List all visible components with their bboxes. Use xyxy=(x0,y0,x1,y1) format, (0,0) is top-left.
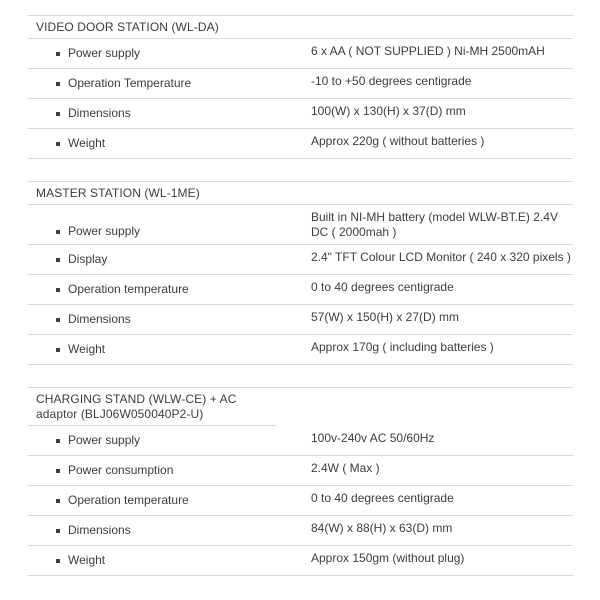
spec-row xyxy=(28,69,573,99)
spec-label: Operation temperature xyxy=(68,282,189,296)
spec-value: -10 to +50 degrees centigrade xyxy=(311,74,472,88)
section-title: MASTER STATION (WL-1ME) xyxy=(28,182,573,205)
spec-row xyxy=(28,516,573,546)
spec-row xyxy=(28,245,573,275)
bullet-icon xyxy=(56,318,60,322)
spec-row xyxy=(28,456,573,486)
spec-label: Weight xyxy=(68,553,106,567)
spec-row xyxy=(28,305,573,335)
spec-label: Power consumption xyxy=(68,463,174,477)
bullet-icon xyxy=(56,348,60,352)
bullet-icon xyxy=(56,142,60,146)
spec-label: Power supply xyxy=(68,433,141,447)
spec-label: Weight xyxy=(68,342,106,356)
spec-section-charging-stand xyxy=(28,387,573,576)
spec-value: 57(W) x 150(H) x 27(D) mm xyxy=(311,310,460,324)
bullet-icon xyxy=(56,52,60,56)
spec-label: Dimensions xyxy=(68,523,131,537)
spec-value: 2.4W ( Max ) xyxy=(311,461,380,475)
spec-label: Weight xyxy=(68,136,106,150)
spec-value: 0 to 40 degrees centigrade xyxy=(311,491,454,505)
spec-row xyxy=(28,205,573,245)
section-title: CHARGING STAND (WLW-CE) + AC adaptor (BLJ06W050040P2-U) xyxy=(28,388,276,426)
bullet-icon xyxy=(56,499,60,503)
spec-label: Display xyxy=(68,252,108,266)
spec-section-master-station xyxy=(28,181,573,365)
spec-value: 100(W) x 130(H) x 37(D) mm xyxy=(311,104,466,118)
spec-value: Approx 150gm (without plug) xyxy=(311,551,465,565)
spec-row xyxy=(28,426,573,456)
spec-row xyxy=(28,335,573,365)
spec-value: Approx 220g ( without batteries ) xyxy=(311,134,485,148)
spec-row xyxy=(28,275,573,305)
spec-section-video-door-station xyxy=(28,15,573,159)
bullet-icon xyxy=(56,288,60,292)
spec-label: Operation temperature xyxy=(68,493,189,507)
bullet-icon xyxy=(56,439,60,443)
section-title: VIDEO DOOR STATION (WL-DA) xyxy=(28,16,573,39)
bullet-icon xyxy=(56,82,60,86)
spec-value: 0 to 40 degrees centigrade xyxy=(311,280,454,294)
spec-value: 84(W) x 88(H) x 63(D) mm xyxy=(311,521,453,535)
bullet-icon xyxy=(56,529,60,533)
bullet-icon xyxy=(56,258,60,262)
spec-label: Dimensions xyxy=(68,312,131,326)
spec-label: Power supply xyxy=(68,224,141,238)
spec-label: Power supply xyxy=(68,46,141,60)
spec-value: Approx 170g ( including batteries ) xyxy=(311,340,494,354)
bullet-icon xyxy=(56,230,60,234)
bullet-icon xyxy=(56,559,60,563)
spec-row xyxy=(28,39,573,69)
spec-row xyxy=(28,129,573,159)
spec-value: Built in NI-MH battery (model WLW-BT.E) 2.4V DC ( 2000mah ) xyxy=(311,210,558,239)
spec-value: 2.4" TFT Colour LCD Monitor ( 240 x 320 pixels ) xyxy=(311,250,571,264)
spec-label: Operation Temperature xyxy=(68,76,192,90)
bullet-icon xyxy=(56,112,60,116)
spec-row xyxy=(28,486,573,516)
bullet-icon xyxy=(56,469,60,473)
spec-row xyxy=(28,546,573,576)
spec-value: 100v-240v AC 50/60Hz xyxy=(311,431,435,445)
spec-label: Dimensions xyxy=(68,106,131,120)
spec-value: 6 x AA ( NOT SUPPLIED ) Ni-MH 2500mAH xyxy=(311,44,545,58)
spec-sheet xyxy=(28,15,573,576)
spec-row xyxy=(28,99,573,129)
